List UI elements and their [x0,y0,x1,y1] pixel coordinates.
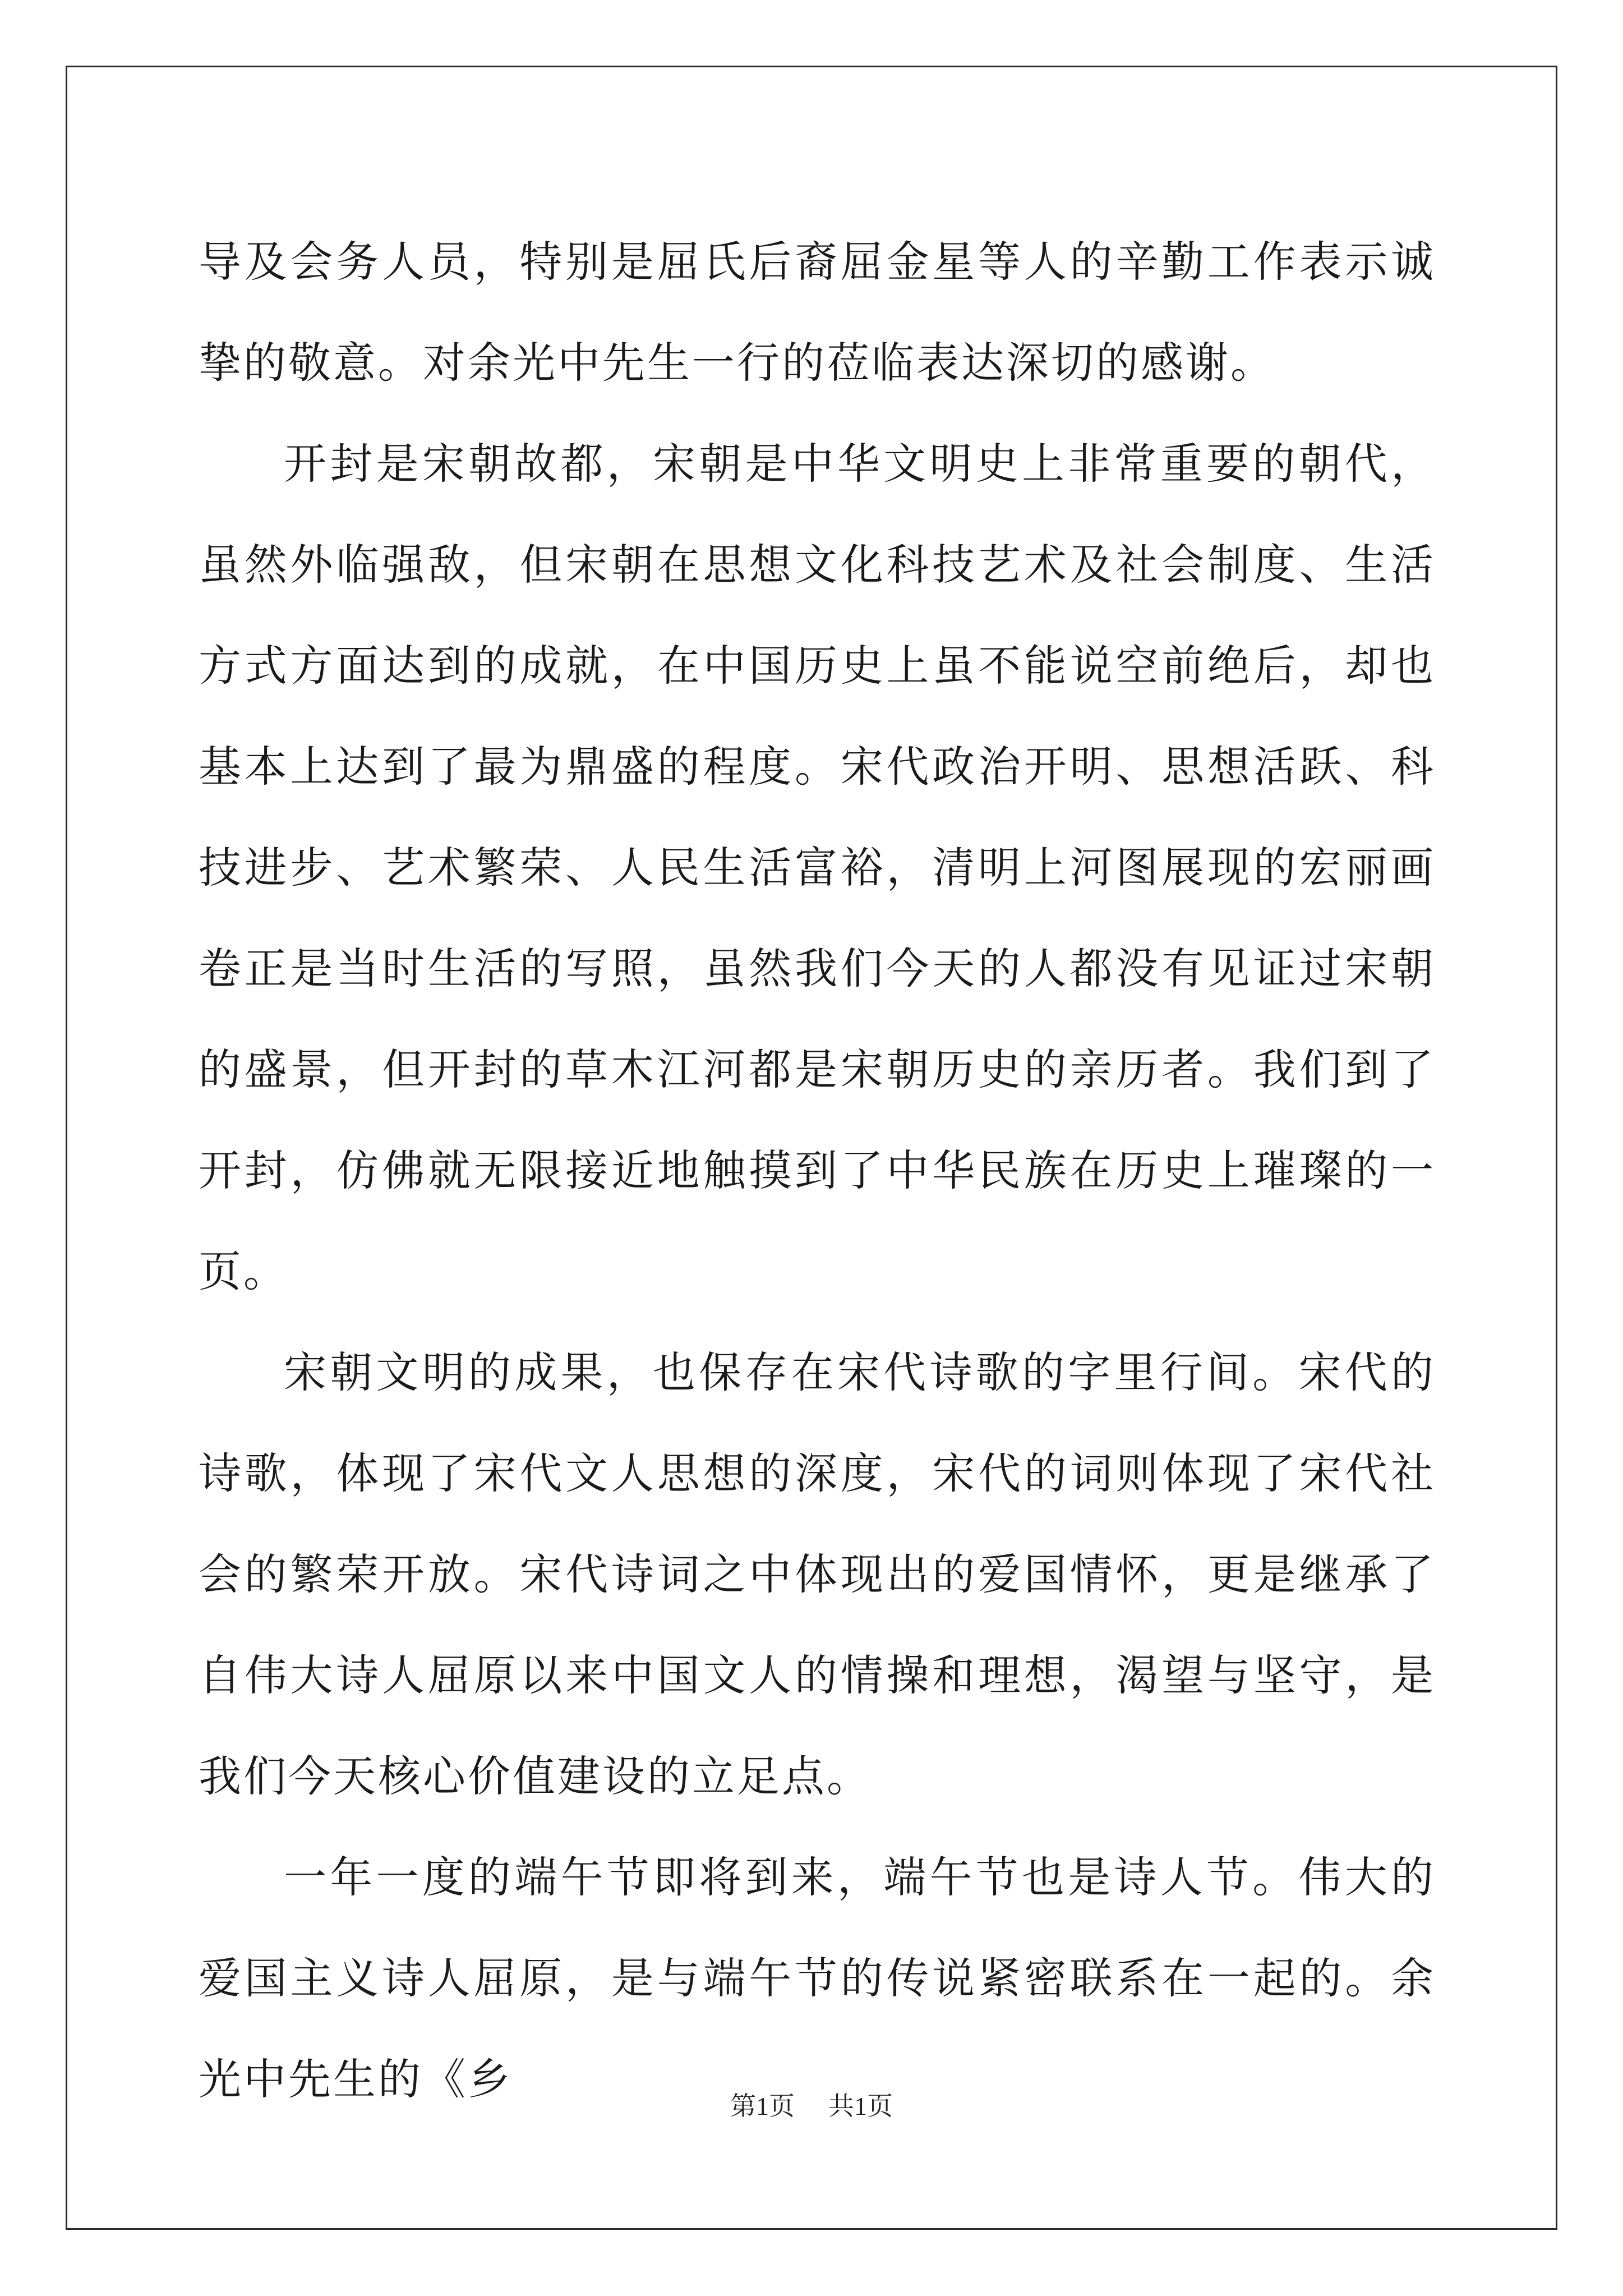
paragraph-2: 开封是宋朝故都，宋朝是中华文明史上非常重要的朝代，虽然外临强敌，但宋朝在思想文化科技艺术及社会制度、生活方式方面达到的成就，在中国历史上虽不能说空前绝后，却也基本上达到了最为鼎盛的程度。宋代政治开明、思想活跃、科技进步、艺术繁荣、人民生活富裕，清明上河图展现的宏丽画卷正是当时生活的写照，虽然我们今天的人都没有见证过宋朝的盛景，但开封的草木江河都是宋朝历史的亲历者。我们到了开封，仿佛就无限接近地触摸到了中华民族在历史上璀璨的一页。 [199,439,1436,1296]
page-total: 共1页 [828,2092,893,2120]
page-footer [0,2086,1623,2123]
document-body [199,211,1436,2130]
paragraph-3: 宋朝文明的成果，也保存在宋代诗歌的字里行间。宋代的诗歌，体现了宋代文人思想的深度，宋代的词则体现了宋代社会的繁荣开放。宋代诗词之中体现出的爱国情怀，更是继承了自伟大诗人屈原以来中国文人的情操和理想，渴望与坚守，是我们今天核心价值建设的立足点。 [199,1347,1436,1801]
page-number: 第1页 [730,2092,795,2120]
paragraph-4: 一年一度的端午节即将到来，端午节也是诗人节。伟大的爱国主义诗人屈原，是与端午节的传说紧密联系在一起的。余光中先生的《乡 [199,1852,1436,2104]
paragraph-1: 导及会务人员，特别是屈氏后裔屈金星等人的辛勤工作表示诚挚的敬意。对余光中先生一行的莅临表达深切的感谢。 [199,237,1436,388]
